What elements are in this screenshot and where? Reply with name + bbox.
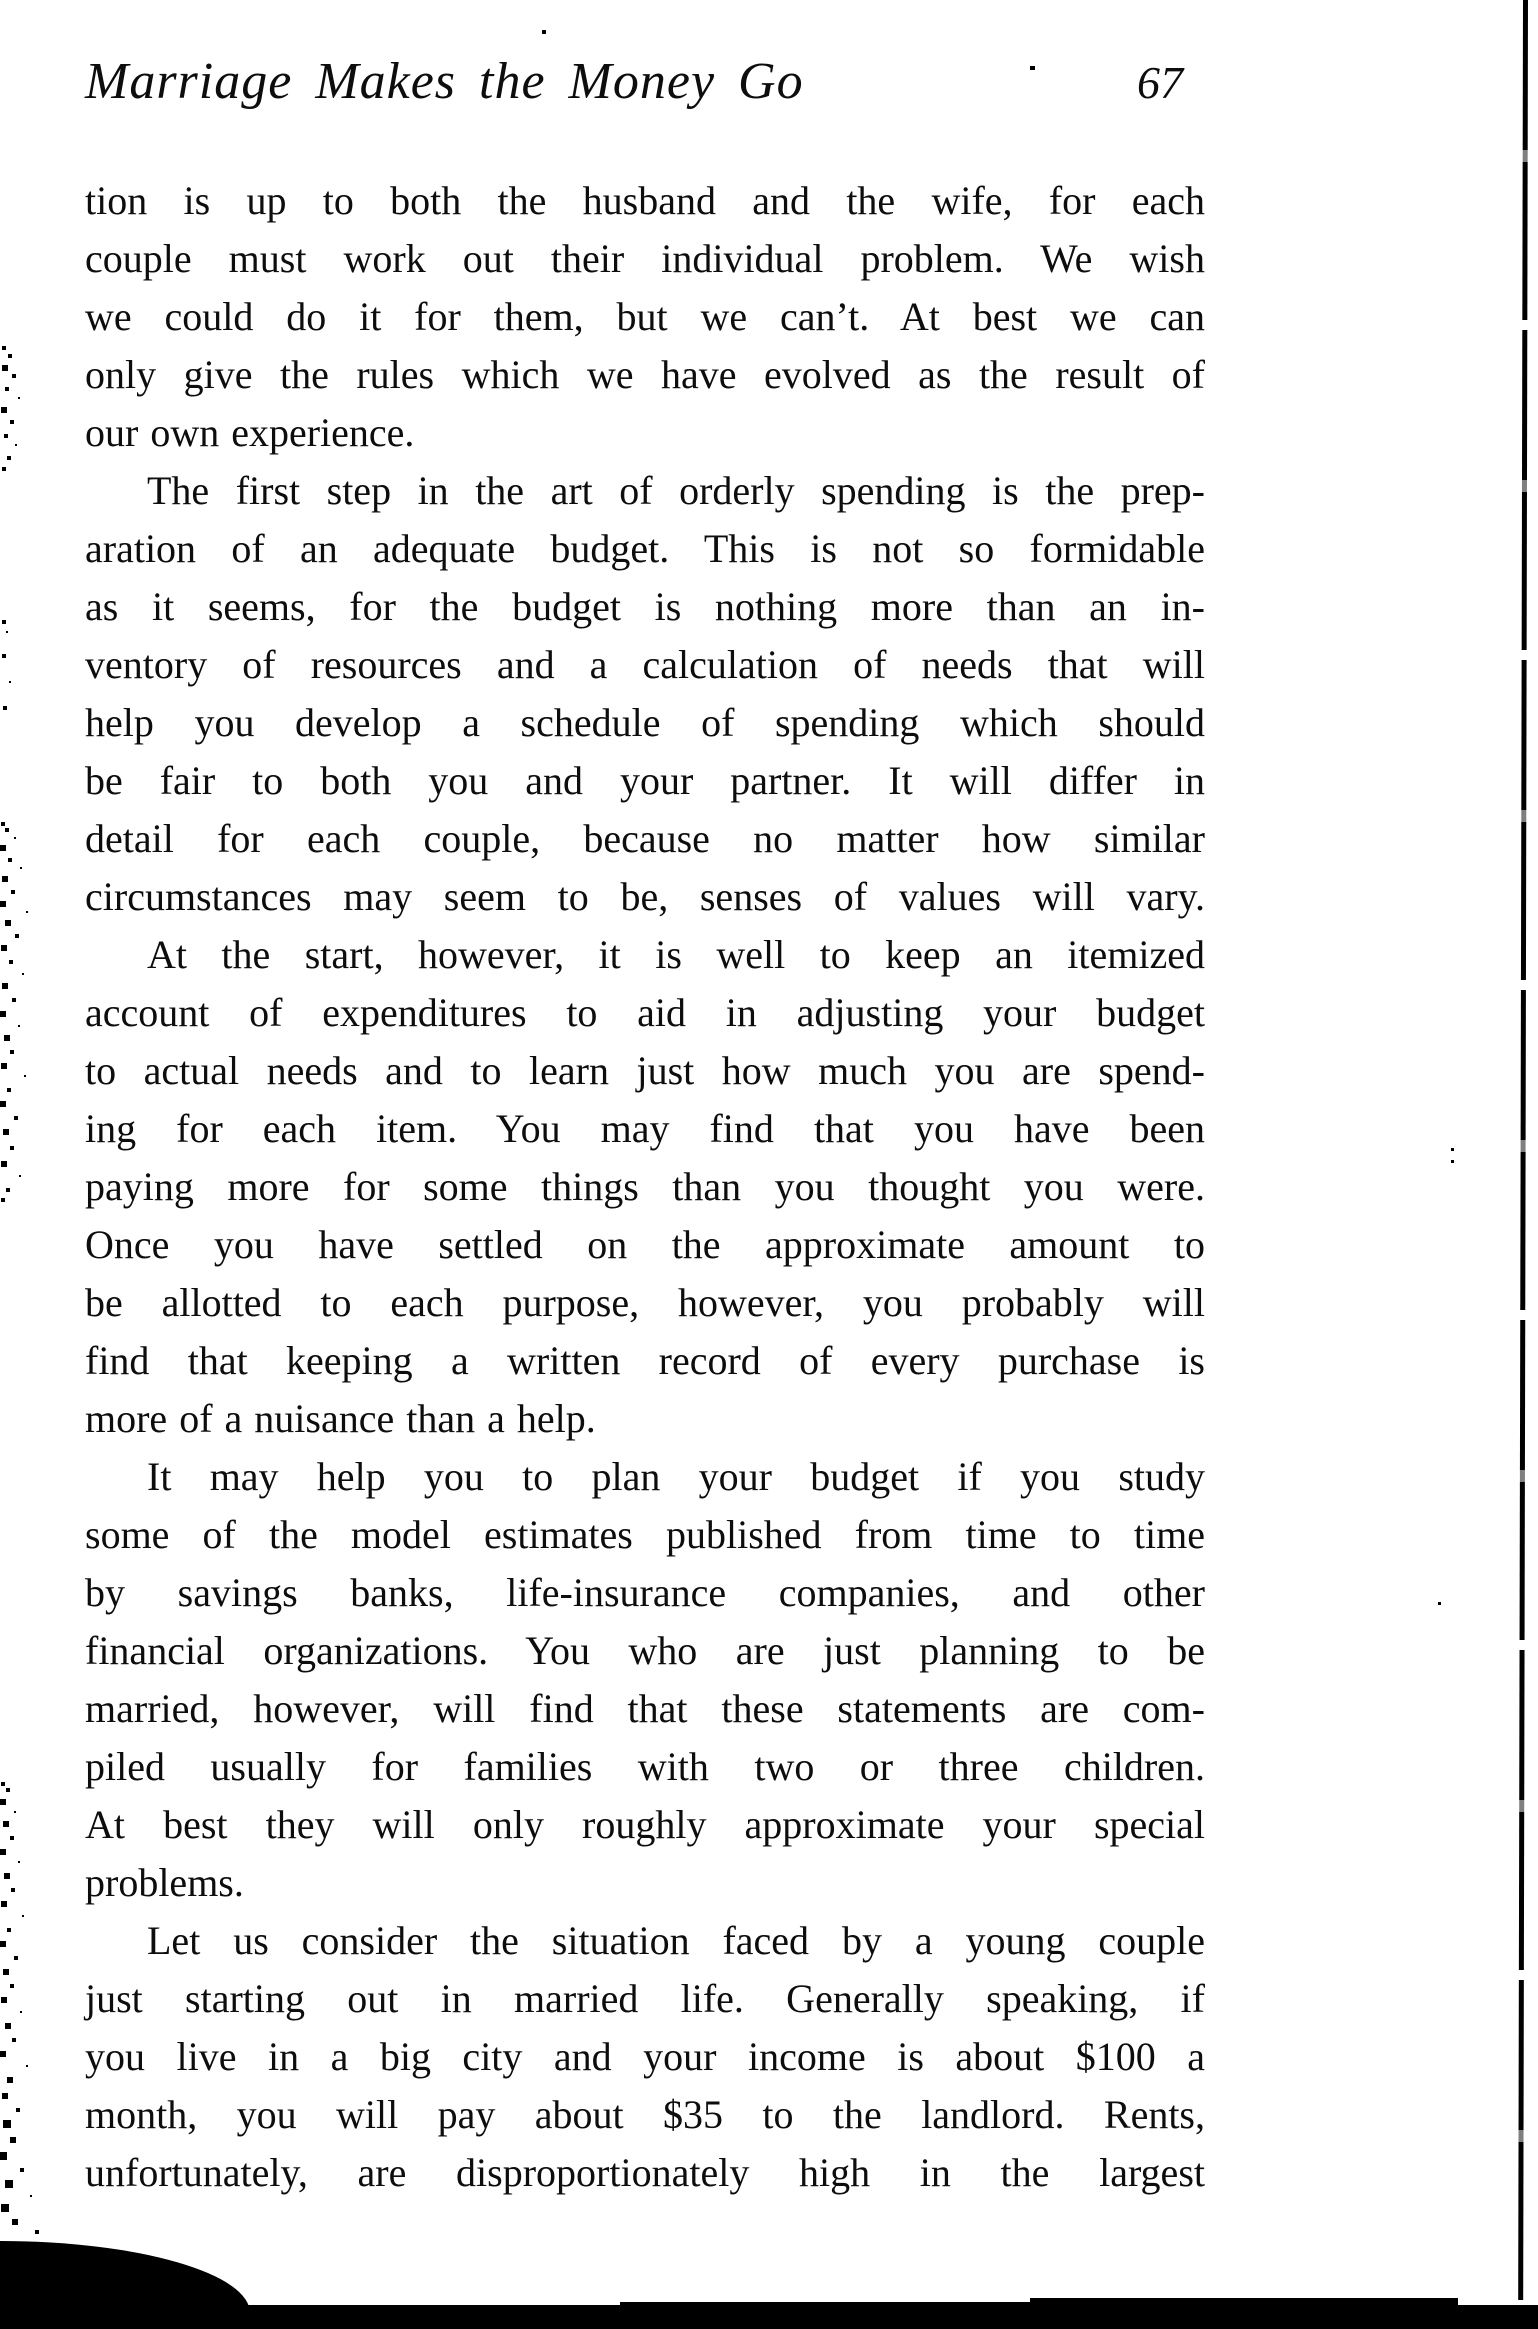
scan-artifact-bottom-band — [0, 2305, 1538, 2329]
paragraph — [85, 1448, 1205, 1912]
text-line: find that keeping a written record of every purchase is — [85, 1338, 1205, 1383]
text-line: some of the model estimates published from time to time — [85, 1512, 1205, 1557]
text-line: be allotted to each purpose, however, you probably will — [85, 1280, 1205, 1325]
scan-speck — [542, 30, 546, 34]
text-line: paying more for some things than you thought you were. — [85, 1164, 1205, 1209]
text-line: unfortunately, are disproportionately high in the largest — [85, 2150, 1205, 2195]
paragraph — [85, 462, 1205, 926]
text-line: ing for each item. You may find that you have been — [85, 1106, 1205, 1151]
text-line: we could do it for them, but we can’t. At best we can — [85, 294, 1205, 339]
text-line: to actual needs and to learn just how much you are spend- — [85, 1048, 1205, 1093]
text-line: help you develop a schedule of spending which should — [85, 700, 1205, 745]
text-line: married, however, will find that these statements are com- — [85, 1686, 1205, 1731]
text-line: account of expenditures to aid in adjusting your budget — [85, 990, 1205, 1035]
text-line: detail for each couple, because no matter how similar — [85, 816, 1205, 861]
scan-speckle-cluster — [1, 1782, 5, 1786]
text-line: month, you will pay about $35 to the landlord. Rents, — [85, 2092, 1205, 2137]
text-line: piled usually for families with two or three children. — [85, 1744, 1205, 1789]
text-line: ventory of resources and a calculation of needs that will — [85, 642, 1205, 687]
text-line: you live in a big city and your income is about $100 a — [85, 2034, 1205, 2079]
scan-speckle-cluster — [1, 822, 5, 826]
text-line: just starting out in married life. Generally speaking, if — [85, 1976, 1205, 2021]
scan-speckle-cluster — [2, 346, 6, 350]
scan-artifact-bottom-band — [1030, 2298, 1458, 2305]
text-line: circumstances may seem to be, senses of values will vary. — [85, 874, 1205, 919]
text-line: tion is up to both the husband and the wife, for each — [85, 178, 1205, 223]
page-number: 67 — [1137, 57, 1183, 108]
scan-speckle-cluster — [2, 620, 6, 624]
text-line: aration of an adequate budget. This is not so formidable — [85, 526, 1205, 571]
scan-speck — [1451, 1148, 1454, 1151]
text-line: The first step in the art of orderly spending is the prep- — [147, 468, 1205, 513]
text-line: by savings banks, life-insurance companies, and other — [85, 1570, 1205, 1615]
text-line: couple must work out their individual problem. We wish — [85, 236, 1205, 281]
text-line: be fair to both you and your partner. It will differ in — [85, 758, 1205, 803]
text-line: Once you have settled on the approximate amount to — [85, 1222, 1205, 1267]
scan-edge-line — [1518, 0, 1528, 2329]
scan-speck — [1451, 1160, 1454, 1163]
scan-speck — [1030, 66, 1035, 70]
scan-speck — [1438, 1602, 1441, 1605]
text-line: Let us consider the situation faced by a young couple — [147, 1918, 1205, 1963]
paragraph — [85, 172, 1205, 462]
text-block — [85, 172, 1205, 2202]
text-line: our own experience. — [85, 410, 415, 455]
text-line: financial organizations. You who are just planning to be — [85, 1628, 1205, 1673]
text-line: At the start, however, it is well to keep an itemized — [147, 932, 1205, 977]
text-line: as it seems, for the budget is nothing more than an in- — [85, 584, 1205, 629]
paragraph — [85, 926, 1205, 1448]
text-line: only give the rules which we have evolved as the result of — [85, 352, 1205, 397]
paragraph — [85, 1912, 1205, 2202]
page-header — [85, 50, 1205, 115]
text-line: At best they will only roughly approximate your special — [85, 1802, 1205, 1847]
text-line: problems. — [85, 1860, 244, 1905]
running-title: Marriage Makes the Money Go — [85, 53, 804, 110]
text-line: It may help you to plan your budget if you study — [147, 1454, 1205, 1499]
text-line: more of a nuisance than a help. — [85, 1396, 596, 1441]
